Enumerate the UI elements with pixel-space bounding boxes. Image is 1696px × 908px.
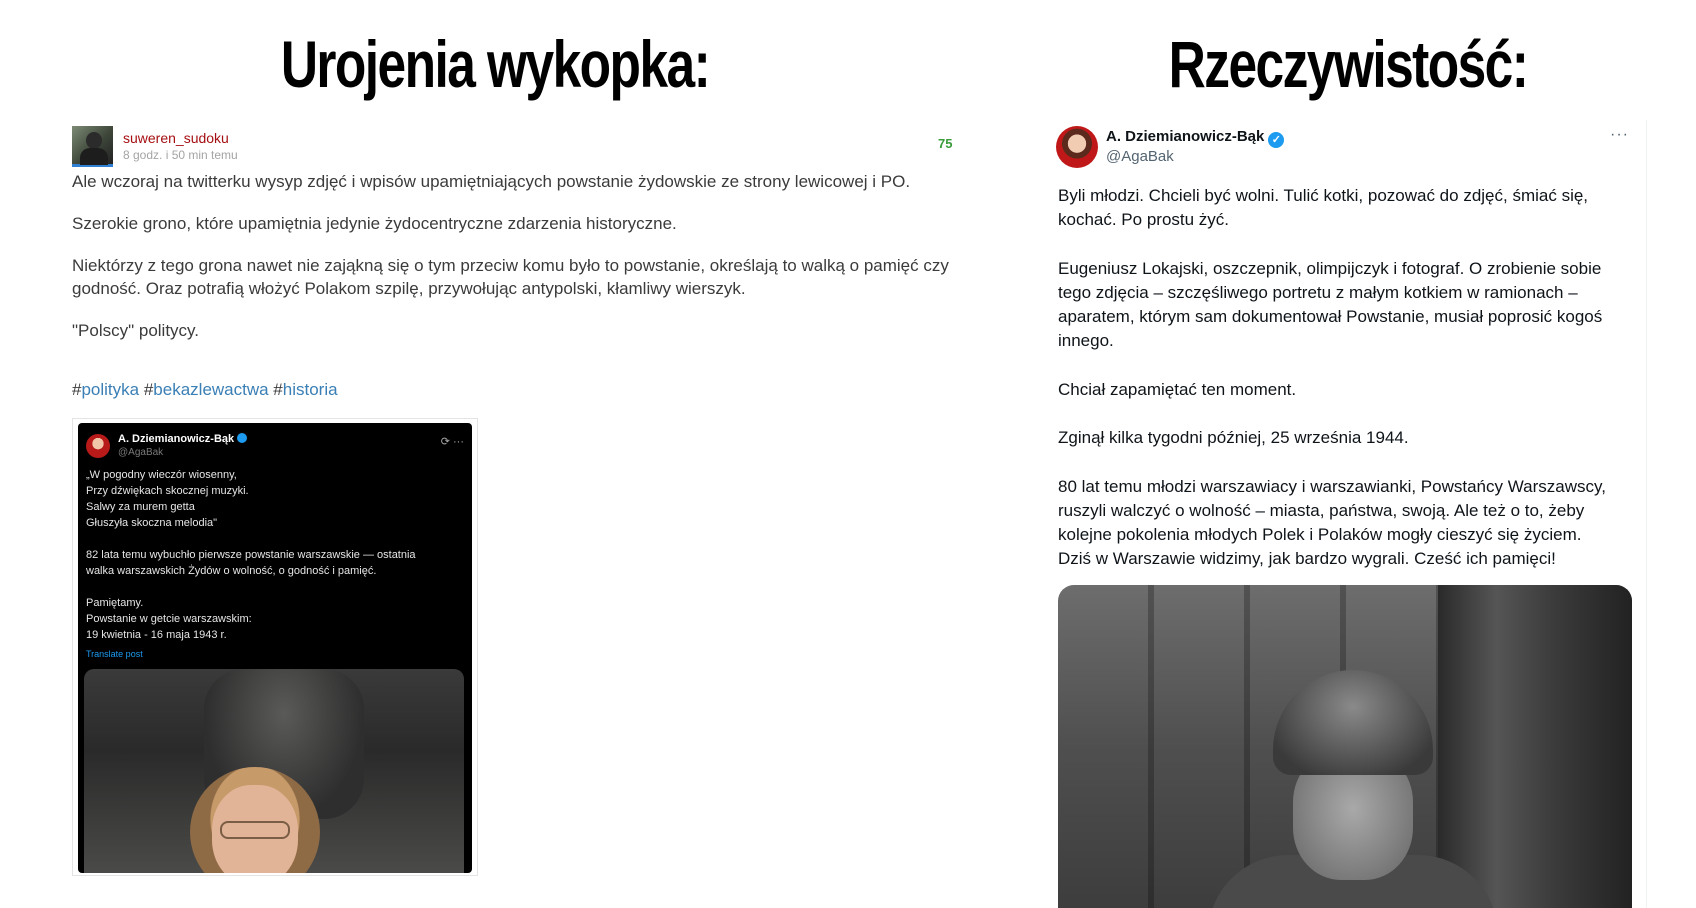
post-paragraph: Szerokie grono, które upamiętnia jedynie żydocentryczne zdarzenia historyczne. xyxy=(72,214,677,233)
tweet-photo[interactable] xyxy=(1058,585,1632,908)
tweet-line: aparatem, którym sam dokumentował Powstanie, musiał poprosić kogoś xyxy=(1058,307,1603,326)
avatar[interactable] xyxy=(1056,126,1098,168)
tweet-line: Powstanie w getcie warszawskim: xyxy=(86,613,252,625)
vote-score[interactable]: 75 xyxy=(938,136,953,151)
user-avatar[interactable] xyxy=(72,126,113,167)
translate-link: Translate post xyxy=(86,649,143,659)
tweet-line: „W pogodny wieczór wiosenny, xyxy=(86,469,237,481)
tweet-line: Pamiętamy. xyxy=(86,597,144,609)
embedded-tweet-screenshot[interactable] xyxy=(78,423,472,873)
post-paragraph: "Polscy" politycy. xyxy=(72,321,200,340)
heading-left: Urojenia wykopka: xyxy=(280,27,710,101)
verified-badge-icon xyxy=(237,433,247,443)
tweet-line: Eugeniusz Lokajski, oszczepnik, olimpijczyk i fotograf. O zrobienie sobie xyxy=(1058,259,1602,278)
more-options-icon[interactable]: ··· xyxy=(1610,126,1629,143)
tweet-line: Chciał zapamiętać ten moment. xyxy=(1058,380,1297,399)
post-paragraph: Niektórzy z tego grona nawet nie zająkną się o tym przeciw komu było to powstanie, określają to walką o pamięć czy xyxy=(72,256,949,275)
post-paragraph: godność. Oraz potrafią włożyć Polakom szpilę, przywołując antypolski, kłamliwy wierszyk. xyxy=(72,279,746,298)
tweet-line: Zginął kilka tygodni później, 25 września 1944. xyxy=(1058,428,1409,447)
tweet-line: innego. xyxy=(1058,331,1114,350)
tweet-line: 80 lat temu młodzi warszawiacy i warszawianki, Powstańcy Warszawscy, xyxy=(1058,477,1606,496)
username-link[interactable]: suweren_sudoku xyxy=(123,130,229,146)
tweet-line: 82 lata temu wybuchło pierwsze powstanie warszawskie — ostatnia xyxy=(86,549,416,561)
tweet-handle: @AgaBak xyxy=(118,447,164,458)
tweet-line: Byli młodzi. Chcieli być wolni. Tulić kotki, pozować do zdjęć, śmiać się, xyxy=(1058,186,1589,205)
tweet-line: 19 kwietnia - 16 maja 1943 r. xyxy=(86,629,227,641)
author-name[interactable]: A. Dziemianowicz-Bąk ✓ xyxy=(1106,128,1284,148)
tweet-photo xyxy=(84,669,464,873)
tweet-line: walka warszawskich Żydów o wolność, o godność i pamięć. xyxy=(86,565,377,577)
post-time[interactable]: 8 godz. i 50 min temu xyxy=(123,148,238,162)
tweet-line: Przy dźwiękach skocznej muzyki. xyxy=(86,485,249,497)
tag-link[interactable]: polityka xyxy=(81,380,140,399)
verified-badge-icon: ✓ xyxy=(1268,132,1284,148)
more-options-icon: ⟳ ··· xyxy=(440,436,464,448)
author-handle[interactable]: @AgaBak xyxy=(1106,148,1174,165)
tweet-line: kochać. Po prostu żyć. xyxy=(1058,210,1230,229)
tag-list: #polityka #bekazlewactwa #historia xyxy=(72,380,338,399)
tweet-line: Głuszyła skoczna melodia" xyxy=(86,517,218,529)
tweet-line: tego zdjęcia – szczęśliwego portretu z małym kotkiem w ramionach – xyxy=(1058,283,1578,302)
tweet-line: Salwy za murem getta xyxy=(86,501,195,513)
tweet-line: Dziś w Warszawie widzimy, jak bardzo wygrali. Cześć ich pamięci! xyxy=(1058,549,1556,568)
card-divider xyxy=(1646,120,1647,908)
tweet-author-name: A. Dziemianowicz-Bąk xyxy=(118,433,247,445)
avatar xyxy=(86,434,110,458)
heading-right: Rzeczywistość: xyxy=(1168,27,1528,101)
post-paragraph: Ale wczoraj na twitterku wysyp zdjęć i wpisów upamiętniających powstanie żydowskie ze strony lewicowej i PO. xyxy=(72,172,911,191)
tweet-line: kolejne pokolenia młodych Polek i Polaków mogły cieszyć się życiem. xyxy=(1058,525,1582,544)
tag-link[interactable]: bekazlewactwa xyxy=(153,380,269,399)
tweet-line: ruszyli walczyć o wolność – miasta, państwa, swoją. Ale też o to, żeby xyxy=(1058,501,1585,520)
tag-link[interactable]: historia xyxy=(282,380,338,399)
